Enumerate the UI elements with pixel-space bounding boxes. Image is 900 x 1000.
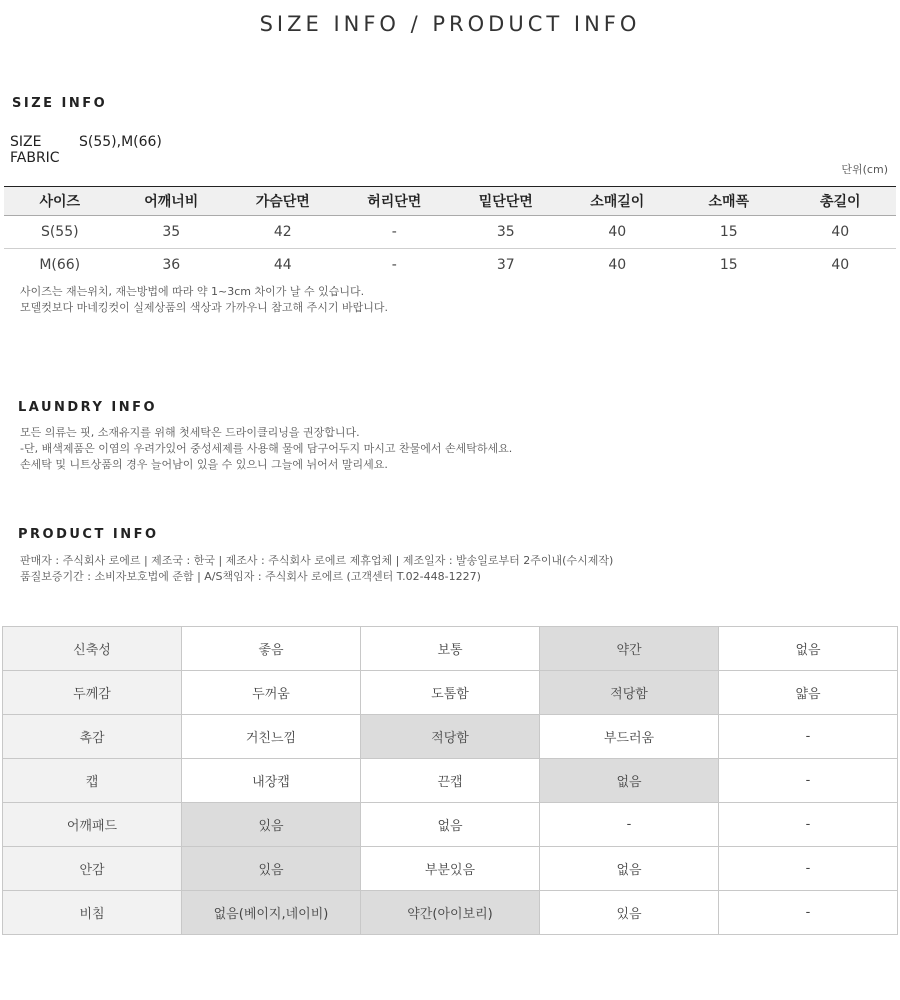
size-table xyxy=(4,186,896,281)
attribute-option: - xyxy=(540,803,719,847)
attribute-option: 약간(아이보리) xyxy=(361,891,540,935)
attribute-option: - xyxy=(719,891,898,935)
table-cell: - xyxy=(391,257,397,273)
table-cell: 40 xyxy=(831,257,850,273)
attribute-row xyxy=(3,759,898,803)
attribute-option: 없음 xyxy=(719,627,898,671)
attribute-option: 약간 xyxy=(540,627,719,671)
note-line: 품질보증기간 : 소비자보호법에 준함 | A/S책임자 : 주식회사 로에르 (고객센터 T.02-448-1227) xyxy=(20,570,481,583)
attribute-option: 부드러움 xyxy=(540,715,719,759)
size-table-header-row xyxy=(4,187,896,216)
attribute-label: 촉감 xyxy=(3,715,182,759)
attribute-label: 캡 xyxy=(3,759,182,803)
table-cell: 44 xyxy=(273,257,292,273)
table-cell: 40 xyxy=(608,257,627,273)
attribute-option: 없음(베이지,네이비) xyxy=(182,891,361,935)
attribute-row xyxy=(3,891,898,935)
product-info-heading: PRODUCT INFO xyxy=(18,527,159,542)
size-table-header: 사이즈 xyxy=(4,187,116,216)
table-cell: 40 xyxy=(562,216,674,249)
table-cell: 42 xyxy=(227,216,339,249)
attribute-option: 적당함 xyxy=(540,671,719,715)
attribute-option: 없음 xyxy=(361,803,540,847)
size-table-header: 허리단면 xyxy=(339,187,451,216)
note-line: 사이즈는 재는위치, 재는방법에 따라 약 1~3cm 차이가 날 수 있습니다. xyxy=(20,285,365,298)
product-notes xyxy=(20,553,613,585)
attribute-option: 끈캡 xyxy=(361,759,540,803)
size-table-header: 소매폭 xyxy=(673,187,785,216)
attribute-row xyxy=(3,803,898,847)
attribute-option: 없음 xyxy=(540,759,719,803)
note-line: 판매자 : 주식회사 로에르 | 제조국 : 한국 | 제조사 : 주식회사 로에르 제휴업체 | 제조일자 : 발송일로부터 2주이내(수시제작) xyxy=(20,554,614,567)
table-cell: 35 xyxy=(116,216,228,249)
unit-label: 단위(cm) xyxy=(841,163,888,176)
attribute-row xyxy=(3,627,898,671)
note-line: 모델컷보다 마네킹컷이 실제상품의 색상과 가까우니 참고해 주시기 바랍니다. xyxy=(20,301,389,314)
attribute-option: 좋음 xyxy=(182,627,361,671)
attribute-label: 비침 xyxy=(3,891,182,935)
attribute-label: 두께감 xyxy=(3,671,182,715)
attribute-option: 있음 xyxy=(540,891,719,935)
size-table-header: 가슴단면 xyxy=(227,187,339,216)
attribute-option: - xyxy=(719,803,898,847)
table-cell: - xyxy=(339,216,451,249)
note-line: -단, 배색제품은 이염의 우려가있어 중성세제를 사용해 물에 담구어두지 마시고 찬물에서 손세탁하세요. xyxy=(20,442,513,455)
attribute-option: - xyxy=(719,715,898,759)
page-title: SIZE INFO / PRODUCT INFO xyxy=(259,12,641,36)
attribute-option: 두꺼움 xyxy=(182,671,361,715)
size-table-header: 어깨너비 xyxy=(116,187,228,216)
attribute-row xyxy=(3,715,898,759)
size-table-header: 밑단단면 xyxy=(450,187,562,216)
attribute-option: 없음 xyxy=(540,847,719,891)
table-cell: 36 xyxy=(162,257,181,273)
attribute-option: 적당함 xyxy=(361,715,540,759)
laundry-info-heading: LAUNDRY INFO xyxy=(18,400,158,415)
fabric-label: FABRIC xyxy=(10,150,60,166)
attribute-option: 거친느낌 xyxy=(182,715,361,759)
attribute-label: 안감 xyxy=(3,847,182,891)
attribute-option: 내장캡 xyxy=(182,759,361,803)
note-line: 손세탁 및 니트상품의 경우 늘어남이 있을 수 있으니 그늘에 뉘어서 말리세요. xyxy=(20,458,388,471)
attribute-option: 부분있음 xyxy=(361,847,540,891)
table-row xyxy=(4,249,896,282)
size-table-header: 총길이 xyxy=(785,187,897,216)
attribute-option: 있음 xyxy=(182,803,361,847)
attribute-option: - xyxy=(719,847,898,891)
table-row xyxy=(4,216,896,249)
attribute-label: 신축성 xyxy=(3,627,182,671)
table-cell: 15 xyxy=(673,216,785,249)
attribute-option: 있음 xyxy=(182,847,361,891)
size-table-header: 소매길이 xyxy=(562,187,674,216)
size-info-heading: SIZE INFO xyxy=(12,96,108,111)
size-value: S(55),M(66) xyxy=(79,134,162,150)
note-line: 모든 의류는 핏, 소재유지를 위해 첫세탁은 드라이클리닝을 권장합니다. xyxy=(20,426,360,439)
laundry-notes xyxy=(20,425,512,473)
attribute-label: 어깨패드 xyxy=(3,803,182,847)
attribute-option: 얇음 xyxy=(719,671,898,715)
attribute-row xyxy=(3,847,898,891)
table-cell: 40 xyxy=(785,216,897,249)
attribute-table xyxy=(2,626,898,935)
table-cell: 37 xyxy=(496,257,515,273)
table-cell: S(55) xyxy=(4,216,116,249)
table-cell: 15 xyxy=(719,257,738,273)
table-cell: 35 xyxy=(450,216,562,249)
attribute-row xyxy=(3,671,898,715)
attribute-option: 보통 xyxy=(361,627,540,671)
size-label: SIZE xyxy=(10,134,42,150)
table-cell: M(66) xyxy=(39,257,81,273)
attribute-option: - xyxy=(719,759,898,803)
size-notes xyxy=(20,284,388,316)
attribute-option: 도톰함 xyxy=(361,671,540,715)
